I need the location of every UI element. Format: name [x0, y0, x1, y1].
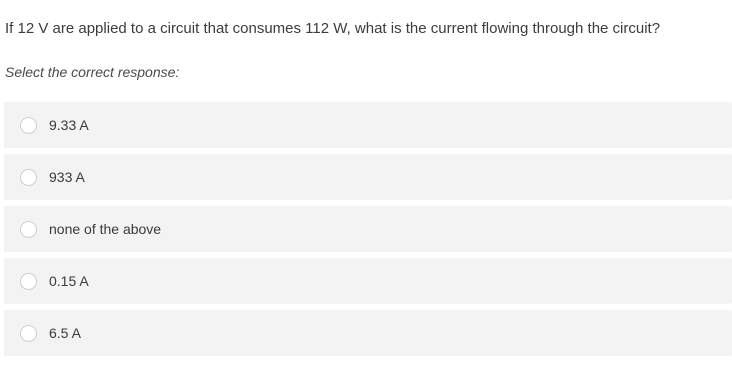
answer-option-label: 6.5 A — [49, 325, 81, 341]
radio-button[interactable] — [20, 169, 37, 186]
answer-option[interactable] — [4, 206, 732, 252]
answer-option-label: 9.33 A — [49, 117, 89, 133]
answer-option[interactable] — [4, 102, 732, 148]
question-text: If 12 V are applied to a circuit that consumes 112 W, what is the current flowing through the circuit? — [5, 20, 661, 37]
answer-option[interactable] — [4, 258, 732, 304]
answer-option-label: 933 A — [49, 169, 85, 185]
answer-option-label: none of the above — [49, 221, 162, 237]
answer-option[interactable] — [4, 154, 732, 200]
instruction-text: Select the correct response: — [5, 64, 180, 80]
radio-button[interactable] — [20, 117, 37, 134]
radio-button[interactable] — [20, 273, 37, 290]
answer-options — [4, 102, 732, 362]
radio-button[interactable] — [20, 325, 37, 342]
answer-option[interactable] — [4, 310, 732, 356]
radio-button[interactable] — [20, 221, 37, 238]
answer-option-label: 0.15 A — [49, 273, 89, 289]
